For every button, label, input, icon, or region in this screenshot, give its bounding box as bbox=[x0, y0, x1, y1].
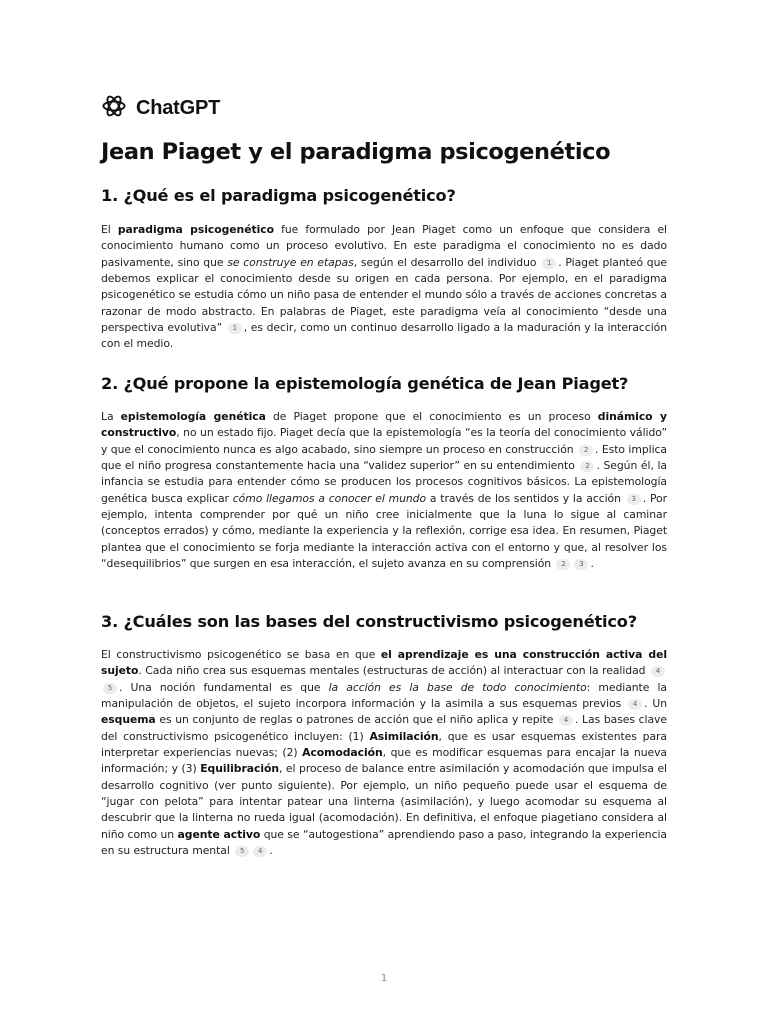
citation-badge[interactable]: 2 bbox=[580, 461, 594, 472]
citation-badge[interactable]: 5 bbox=[103, 683, 117, 694]
citation-badge[interactable]: 2 bbox=[579, 445, 593, 456]
citation-badge[interactable]: 4 bbox=[253, 846, 267, 857]
section-3-heading: 3. ¿Cuáles son las bases del constructivismo psicogenético? bbox=[101, 612, 637, 631]
document-title: Jean Piaget y el paradigma psicogenético bbox=[101, 139, 611, 165]
section-2-heading: 2. ¿Qué propone la epistemología genética de Jean Piaget? bbox=[101, 374, 629, 393]
section-2-paragraph: La epistemología genética de Piaget propone que el conocimiento es un proceso dinámico y constructivo, no un estado fijo. Piaget decía que la epistemología “es la teoría del conocimiento válido” y que el conocimiento nunca es algo acabado, sino siempre un proceso en construcción 2 . Esto implica que el niño progresa constantemente hacia una “validez superior” en su entendimiento 2 . Según él, la infancia se estudia para entender cómo se producen los procesos cognitivos básicos. La epistemología genética busca explicar cómo llegamos a conocer el mundo a través de los sentidos y la acción 3 . Por ejemplo, intenta comprender por qué un niño cree inicialmente que la luna lo sigue al caminar (conceptos errados) y cómo, mediante la experiencia y la reflexión, corrige esa idea. En resumen, Piaget plantea que el conocimiento se forja mediante la interacción activa con el entorno y que, al resolver los “desequilibrios” que surgen en esa interacción, el sujeto avanza en su comprensión 2 3 . bbox=[101, 410, 667, 571]
section-1-paragraph: El paradigma psicogenético fue formulado por Jean Piaget como un enfoque que considera el conocimiento humano como un proceso evolutivo. En este paradigma el conocimiento no es dado pasivamente, sino que se construye en etapas, según el desarrollo del individuo 1 . Piaget planteó que debemos explicar el conocimiento desde su origen en cada persona. Por ejemplo, en el paradigma psicogenético se estudia cómo un niño pasa de entender el mundo sólo a través de acciones concretas a razonar de modo abstracto. En palabras de Piaget, este paradigma veía al conocimiento “desde una perspectiva evolutiva” 1 , es decir, como un continuo desarrollo ligado a la maduración y la interacción con el medio. bbox=[101, 223, 668, 351]
section-1-heading: 1. ¿Qué es el paradigma psicogenético? bbox=[101, 186, 456, 205]
citation-badge[interactable]: 5 bbox=[235, 846, 249, 857]
citation-badge[interactable]: 4 bbox=[651, 666, 665, 677]
citation-badge[interactable]: 3 bbox=[627, 494, 641, 505]
citation-badge[interactable]: 2 bbox=[556, 559, 570, 570]
citation-badge[interactable]: 1 bbox=[542, 258, 556, 269]
page-number: 1 bbox=[380, 973, 388, 984]
citation-badge[interactable]: 1 bbox=[228, 323, 242, 334]
citation-badge[interactable]: 3 bbox=[574, 559, 588, 570]
section-3-paragraph: El constructivismo psicogenético se basa en que el aprendizaje es una construcción activa del sujeto. Cada niño crea sus esquemas mentales (estructuras de acción) al interactuar con la realidad 45 . Una noción fundamental es que la acción es la base de todo conocimiento: mediante la manipulación de objetos, el sujeto incorpora información y la asimila a sus esquemas previos 4 . Un esquema es un conjunto de reglas o patrones de acción que el niño aplica y repite 4 . Las bases clave del constructivismo psicogenético incluyen: (1) Asimilación, que es usar esquemas existentes para interpretar experiencias nuevas; (2) Acomodación, que es modificar esquemas para encajar la nueva información; y (3) Equilibración, el proceso de balance entre asimilación y acomodación que impulsa el desarrollo cognitivo (ver punto siguiente). Por ejemplo, un niño pequeño puede usar el esquema de “jugar con pelota” para intentar patear una linterna (asimilación), y luego acomodar su esquema al descubrir que la linterna no rueda igual (acomodación). En definitiva, el enfoque piagetiano considera al niño como un agente activo que se “autogestiona” aprendiendo paso a paso, integrando la experiencia en su estructura mental 5 4 . bbox=[101, 648, 668, 858]
citation-badge[interactable]: 4 bbox=[559, 715, 573, 726]
brand-name: ChatGPT bbox=[136, 96, 221, 119]
citation-badge[interactable]: 4 bbox=[628, 699, 642, 710]
openai-logo-icon bbox=[101, 93, 127, 123]
brand-header bbox=[101, 95, 220, 121]
